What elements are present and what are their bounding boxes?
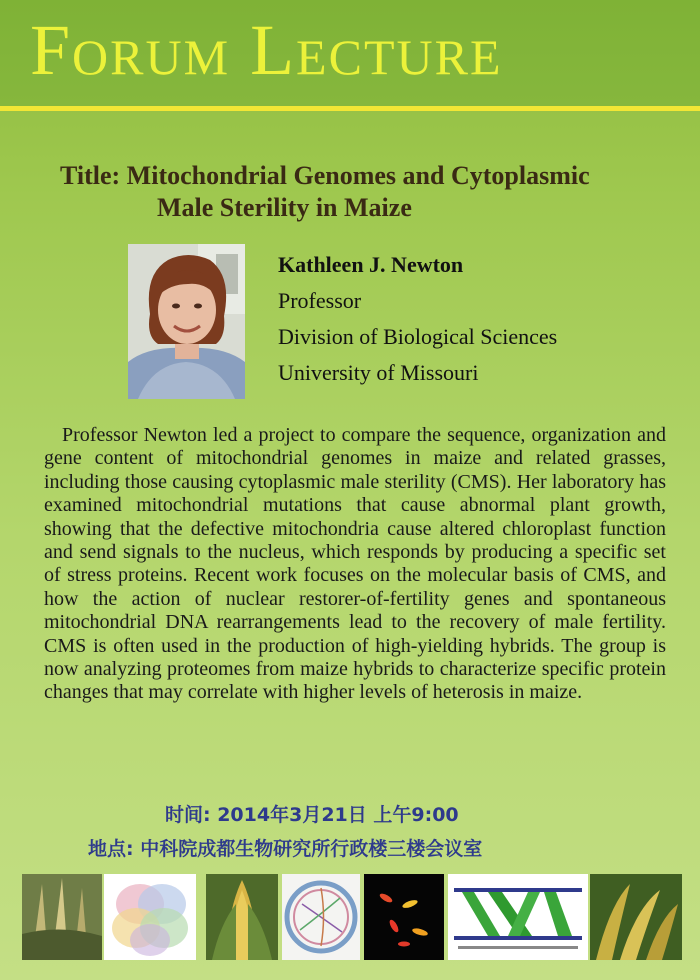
header-title: Forum Lecture (30, 10, 503, 90)
maize-ear-image (206, 874, 278, 960)
synteny-plot-image (448, 874, 588, 960)
talk-title-line-1: Title: Mitochondrial Genomes and Cytoplasmic (60, 161, 590, 190)
speaker-info (278, 250, 557, 394)
speaker-department: Division of Biological Sciences (278, 324, 558, 349)
header-divider (0, 106, 700, 111)
talk-title-line-2: Male Sterility in Maize (157, 193, 412, 222)
event-time: 时间: 2014年3月21日 上午9:00 (165, 804, 459, 826)
speaker-name: Kathleen J. Newton (278, 252, 464, 277)
header-banner (0, 0, 700, 106)
speaker-university: University of Missouri (278, 360, 479, 385)
speaker-position: Professor (278, 288, 362, 313)
event-place: 地点: 中科院成都生物研究所行政楼三楼会议室 (88, 838, 483, 860)
research-image-strip (22, 874, 682, 960)
fluorescence-microscopy-image (364, 874, 444, 960)
venn-diagram-image (104, 874, 196, 960)
speaker-photo (128, 244, 245, 399)
rice-field-image (590, 874, 682, 960)
abstract-paragraph: Professor Newton led a project to compare the sequence, organization and gene content of mitochondrial genomes in maize and related grasses, including those causing cytoplasmic male sterility (CMS). Her laboratory has examined mitochondrial mutations that cause abnormal plant growth, showing that the defective mitochondria cause altered chloroplast function and send signals to the nucleus, which responds by producing a specific set of stress proteins. Recent work focuses on the molecular basis of CMS, and how the action of nuclear restorer-of-fertility genes and spontaneous mitochondrial DNA rearrangements lead to the recovery of male fertility. CMS is often used in the production of high-yielding hybrids. The group is now analyzing proteomes from maize hybrids to characterize specific protein changes that may correlate with higher levels of heterosis in maize. (44, 424, 666, 704)
talk-title (60, 160, 690, 224)
circular-genome-map-image (282, 874, 360, 960)
wheat-field-image (22, 874, 102, 960)
